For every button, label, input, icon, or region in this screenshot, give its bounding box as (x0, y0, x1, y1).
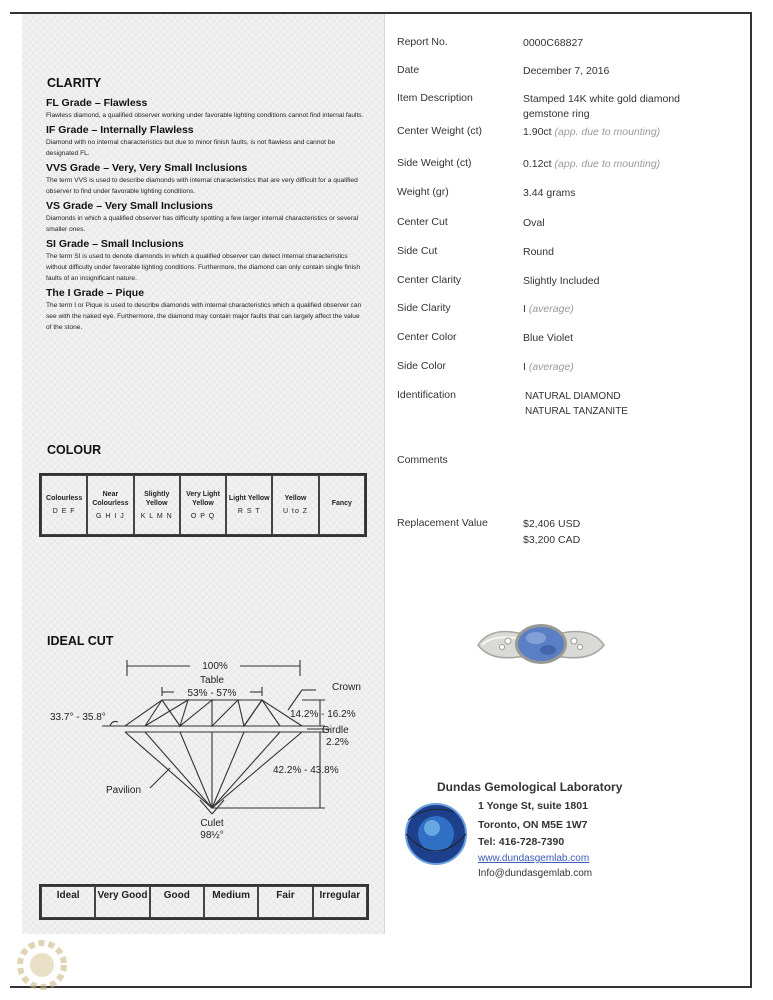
colour-scale-table (39, 473, 367, 537)
lab-info (395, 775, 755, 895)
clarity-grade-fl: FL Grade – Flawless Flawless diamond, a qualified observer working under favorable lighting conditions cannot find internal faults. (46, 97, 364, 119)
colour-cell: Colourless D E F (41, 475, 87, 535)
cut-grade-table (39, 884, 369, 920)
colour-title: COLOUR (47, 443, 102, 457)
width-label: 100% (202, 661, 228, 672)
culet-label: Culet (200, 818, 224, 829)
clarity-grade-i: The I Grade – Pique The term I or Pique is used to describe diamonds with internal characteristics which a qualified observer can see with the naked eye. Furthermore, the diamond may contain major faults that can largely affect the value of the stone. (46, 287, 362, 331)
colour-cell: Yellow U to Z (272, 475, 318, 535)
lab-address-line1: 1 Yonge St, suite 1801 (478, 800, 588, 812)
cut-grade-cell: Good (150, 886, 204, 918)
colour-cell: Near Colourless G H I J (87, 475, 133, 535)
table-label: Table (200, 675, 224, 686)
clarity-title: CLARITY (47, 76, 102, 90)
lab-website-link[interactable]: www.dundasgemlab.com (478, 853, 590, 864)
table-range-label: 53% - 57% (187, 688, 237, 699)
cut-grade-cell: Irregular (313, 886, 367, 918)
lab-address-line2: Toronto, ON M5E 1W7 (478, 819, 588, 831)
pavilion-label: Pavilion (106, 785, 142, 796)
ring-photo (470, 605, 610, 680)
girdle-label: Girdle (322, 725, 349, 736)
colour-cell: Light Yellow R S T (226, 475, 272, 535)
clarity-grade-si: SI Grade – Small Inclusions The term SI is used to denote diamonds in which a qualified observer can detect internal characteristics without difficulty under favorable lighting conditions. Furthermore, the diamond can only contain single finish faults of an insignificant nature. (46, 238, 360, 282)
pavilion-depth-label: 42.2% - 43.8% (273, 765, 339, 776)
lab-phone: Tel: 416-728-7390 (478, 836, 565, 848)
crown-height-label: 14.2% - 16.2% (290, 709, 356, 720)
lab-name: Dundas Gemological Laboratory (437, 780, 623, 794)
cut-grade-cell: Ideal (41, 886, 95, 918)
cut-grade-cell: Very Good (95, 886, 149, 918)
colour-cell: Slightly Yellow K L M N (134, 475, 180, 535)
crown-label: Crown (332, 682, 361, 693)
clarity-grade-vvs: VVS Grade – Very, Very Small Inclusions The term VVS is used to describe diamonds with internal characteristics that are very difficult for a qualified observer to find under favorable lighting conditions. (46, 162, 358, 195)
cut-grade-cell: Fair (258, 886, 312, 918)
colour-cell: Fancy (319, 475, 365, 535)
kastner-watermark-logo (12, 935, 112, 995)
girdle-value-label: 2.2% (326, 737, 349, 748)
lab-email[interactable]: Info@dundasgemlab.com (478, 868, 593, 879)
clarity-grade-vs: VS Grade – Very Small Inclusions Diamonds in which a qualified observer has difficulty spotting a few larger internal characteristics or several smaller ones. (46, 200, 359, 233)
colour-cell: Very Light Yellow O P Q (180, 475, 226, 535)
cut-grade-cell: Medium (204, 886, 258, 918)
culet-value-label: 98½° (200, 830, 224, 841)
clarity-list (46, 94, 366, 334)
clarity-grade-if: IF Grade – Internally Flawless Diamond with no internal characteristics but due to minor finish faults, is not flawless and cannot be designated FL. (46, 124, 336, 157)
hologram-seal-icon (398, 800, 470, 870)
ideal-cut-title: IDEAL CUT (47, 634, 114, 648)
crown-angle-label: 33.7° - 35.8° (50, 712, 106, 723)
diamond-cut-diagram (40, 650, 375, 845)
